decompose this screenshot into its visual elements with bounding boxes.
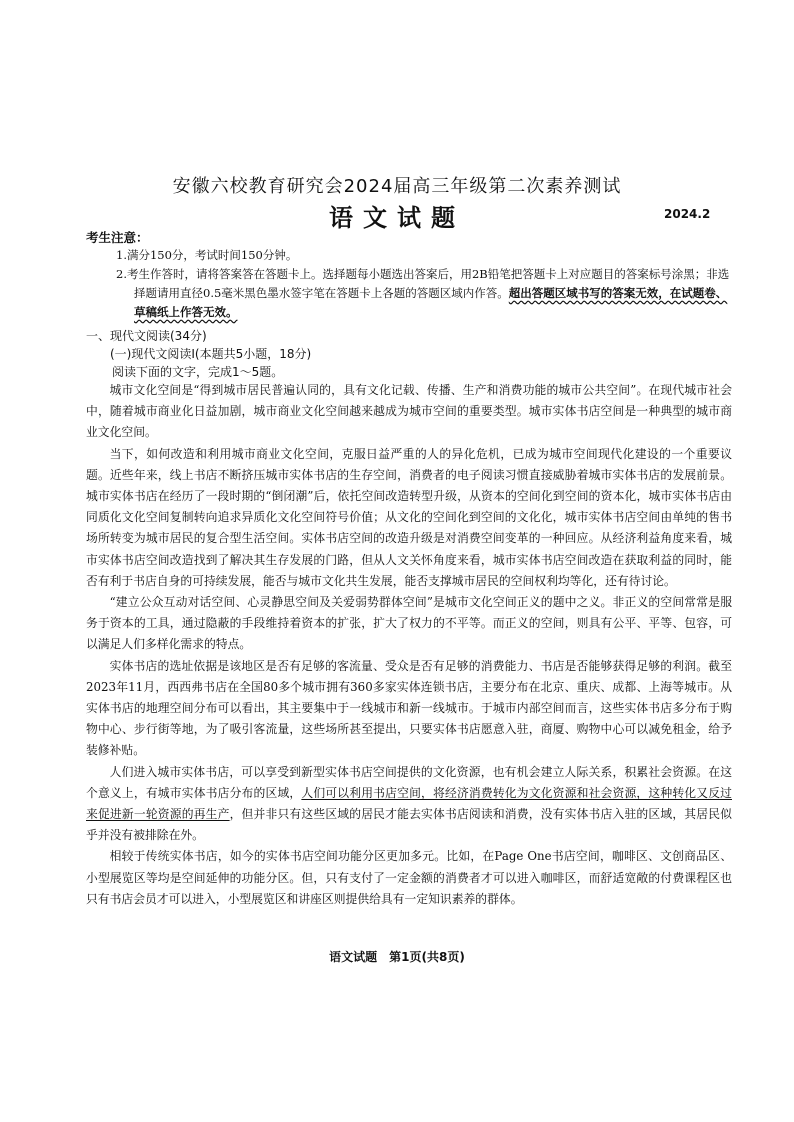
article-body (86, 380, 732, 910)
article-paragraph-5-underlined: 人们可以利用书店空间，将经济消费转化为文化资源和社会资源，这种转化又反过来促进新一轮资源的再生产 (86, 785, 732, 822)
section-heading: 一、现代文阅读(34分) (86, 329, 207, 343)
exam-title: 安徽六校教育研究会2024届高三年级第二次素养测试 (172, 176, 622, 197)
page-footer: 语文试题 第1页(共8页) (329, 950, 465, 964)
reading-instruction: 阅读下面的文字，完成1～5题。 (112, 365, 284, 379)
notice-heading: 考生注意： (86, 230, 149, 245)
article-paragraph-5-end: ，但并非只有这些区域的居民才能去实体书店阅读和消费，没有实体书店入驻的区域，其居民似乎并没有被排除在外。 (86, 807, 732, 843)
article-paragraph-4: 实体书店的选址依据是该地区是否有足够的客流量、受众是否有足够的消费能力、书店是否能够获得足够的利润。截至2023年11月，西西弗书店在全国80多个城市拥有360多家实体连锁书店，主要分布在北京、重庆、成都、上海等城市。从实体书店的地理空间分布可以看出，其主要集中于一线城市和新一线城市。于城市内部空间而言，这些实体书店多分布于购物中心、步行街等地，为了吸引客流量，这些场所甚至提出，只要实体书店愿意入驻，商厦、购物中心可以减免租金，给予装修补贴。 (86, 658, 732, 758)
notice-item-2 (116, 265, 732, 322)
notice-item-2-emphasis: 超出答题区域书写的答案无效，在试题卷、草稿纸上作答无效。 (134, 286, 728, 319)
article-paragraph-2: 当下，如何改造和利用城市商业文化空间，克服日益严重的人的异化危机，已成为城市空间现代化建设的一个重要议题。近些年来，线上书店不断挤压城市实体书店的生存空间，消费者的电子阅读习惯直接威胁着城市实体书店的发展前景。城市实体书店在经历了一段时期的“倒闭潮”后，依托空间改造转型升级，从资本的空间化到空间的资本化，城市实体书店由同质化文化空间复制转向追求异质化文化空间符号价值；从文化的空间化到空间的文化化，城市实体书店空间由单纯的售书场所转变为城市居民的复合型生活空间。实体书店空间的改造升级是对消费空间变革的一种回应。从经济利益角度来看，城市实体书店空间改造找到了解决其生存发展的门路，但从人文关怀角度来看，城市实体书店空间改造在获取利益的同时，能否有利于书店自身的可持续发展，能否与城市文化共生发展，能否支撑城市居民的空间权利均等化，还有待讨论。 (86, 446, 732, 588)
article-paragraph-3: “建立公众互动对话空间、心灵静思空间及关爱弱势群体空间”是城市文化空间正义的题中之义。非正义的空间常常是服务于资本的工具，通过隐蔽的手段维持着资本的扩张，扩大了权力的不平等。而正义的空间，则具有公平、平等、包容，可以满足人们多样化需求的特点。 (86, 595, 732, 652)
article-paragraph-1: 城市文化空间是“得到城市居民普遍认同的，具有文化记载、传播、生产和消费功能的城市公共空间”。在现代城市社会中，随着城市商业化日益加剧，城市商业文化空间越来越成为城市空间的重要类型。城市实体书店空间是一种典型的城市商业文化空间。 (86, 383, 732, 440)
article-paragraph-5 (86, 762, 732, 847)
notice-item-2-text: 2.考生作答时，请将答案答在答题卡上。选择题每小题选出答案后，用2B铅笔把答题卡上对应题目的答案标号涂黑；非选择题请用直径0.5毫米黑色墨水签字笔在答题卡上各题的答题区域内作答。 (116, 267, 730, 300)
subject-title: 语文试题 (329, 204, 465, 232)
exam-date: 2024.2 (664, 207, 711, 221)
subsection-heading: (一)现代文阅读Ⅰ(本题共5小题，18分) (110, 347, 312, 361)
notice-list (116, 246, 732, 322)
article-paragraph-6: 相较于传统实体书店，如今的实体书店空间功能分区更加多元。比如，在Page One书店空间，咖啡区、文创商品区、小型展览区等均是空间延伸的功能分区。但，只有支付了一定金额的消费者才可以进入咖啡区，而舒适宽敞的付费课程区也只有书店会员才可以进入，小型展览区和讲座区则提供给具有一定知识素养的群体。 (86, 849, 732, 906)
notice-item-1: 1.满分150分，考试时间150分钟。 (116, 248, 298, 262)
article-paragraph-5-start: 人们进入城市实体书店，可以享受到新型实体书店空间提供的文化资源，也有机会建立人际关系，积累社会资源。在这个意义上，有城市实体书店分布的区域， (86, 764, 732, 800)
